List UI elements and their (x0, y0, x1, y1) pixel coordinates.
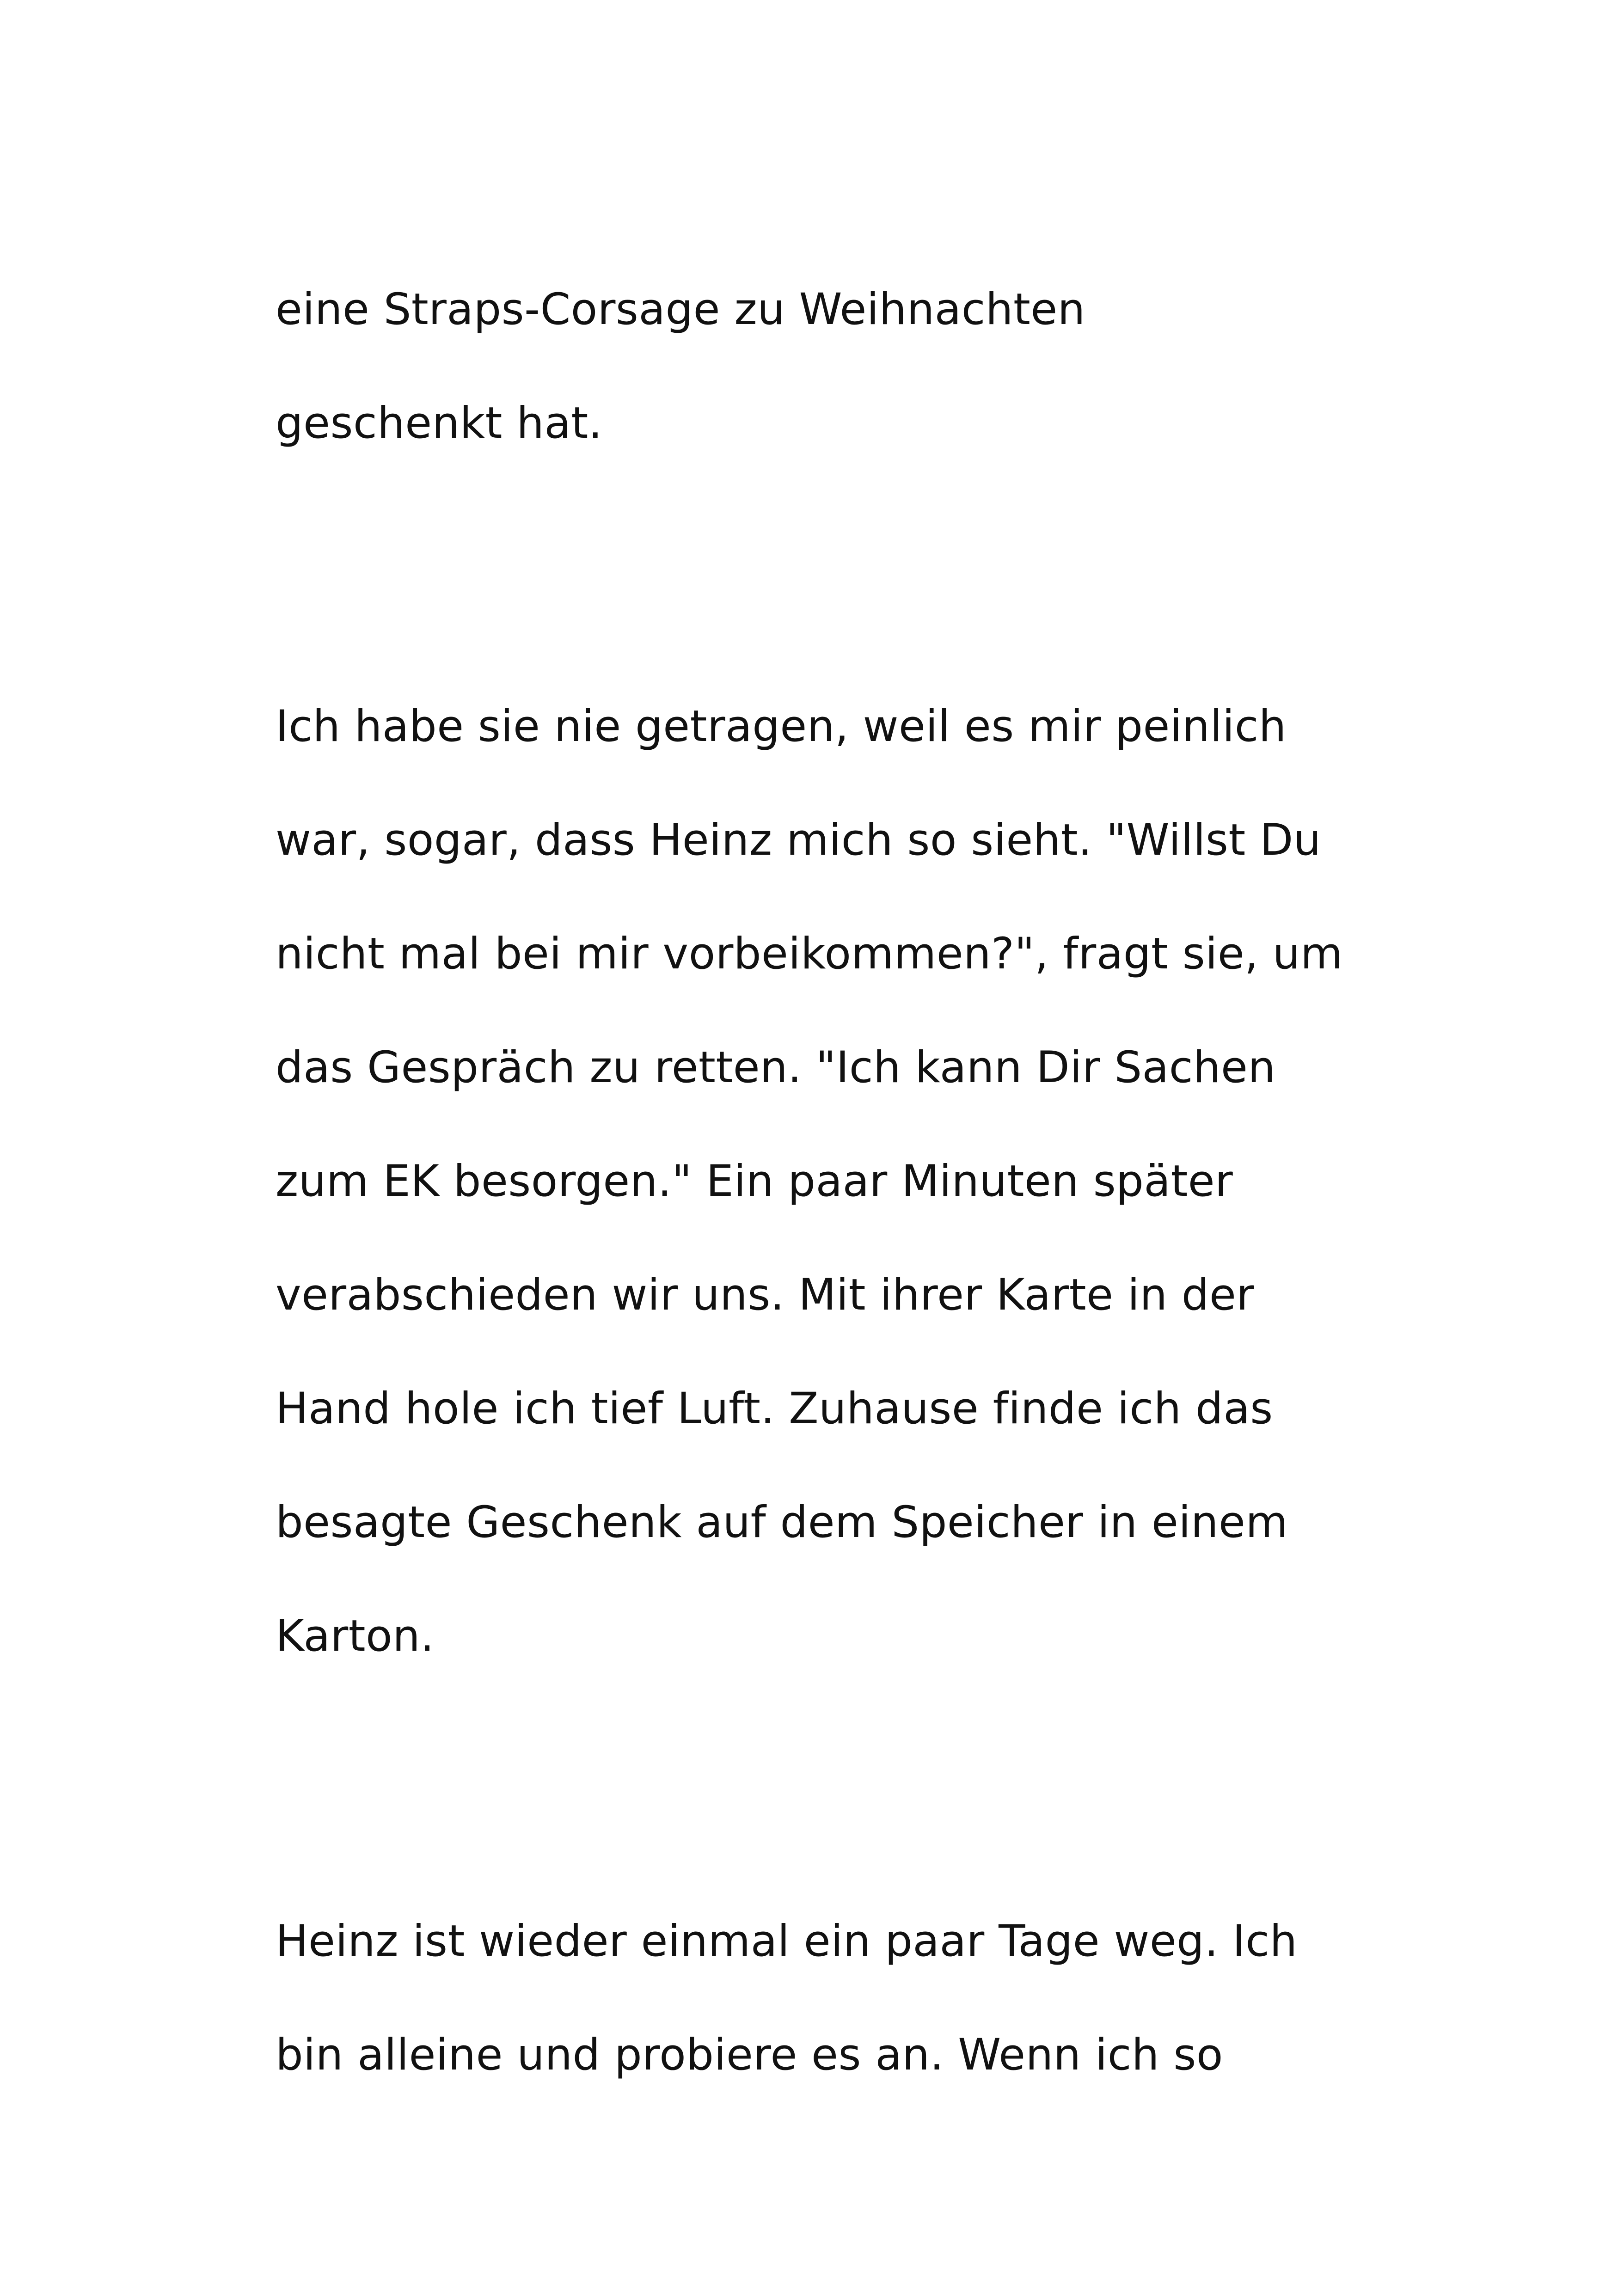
text-line: besagte Geschenk auf dem Speicher in einem (276, 1497, 1288, 1548)
text-line: zum EK besorgen." Ein paar Minuten später (276, 1156, 1233, 1206)
text-line: verabschieden wir uns. Mit ihrer Karte in der (276, 1270, 1255, 1320)
text-line: war, sogar, dass Heinz mich so sieht. "Willst Du (276, 815, 1322, 865)
text-line: nicht mal bei mir vorbeikommen?", fragt sie, um (276, 929, 1343, 979)
text-line: bin alleine und probiere es an. Wenn ich so (276, 2030, 1223, 2080)
text-line: Karton. (276, 1611, 435, 1661)
text-line: Ich habe sie nie getragen, weil es mir peinlich (276, 701, 1287, 752)
text-line: geschenkt hat. (276, 398, 603, 448)
text-line: das Gespräch zu retten. "Ich kann Dir Sachen (276, 1042, 1276, 1093)
text-line: Heinz ist wieder einmal ein paar Tage weg. Ich (276, 1916, 1298, 1966)
text-line: Hand hole ich tief Luft. Zuhause finde ich das (276, 1384, 1273, 1434)
text-line: eine Straps-Corsage zu Weihnachten (276, 284, 1085, 335)
